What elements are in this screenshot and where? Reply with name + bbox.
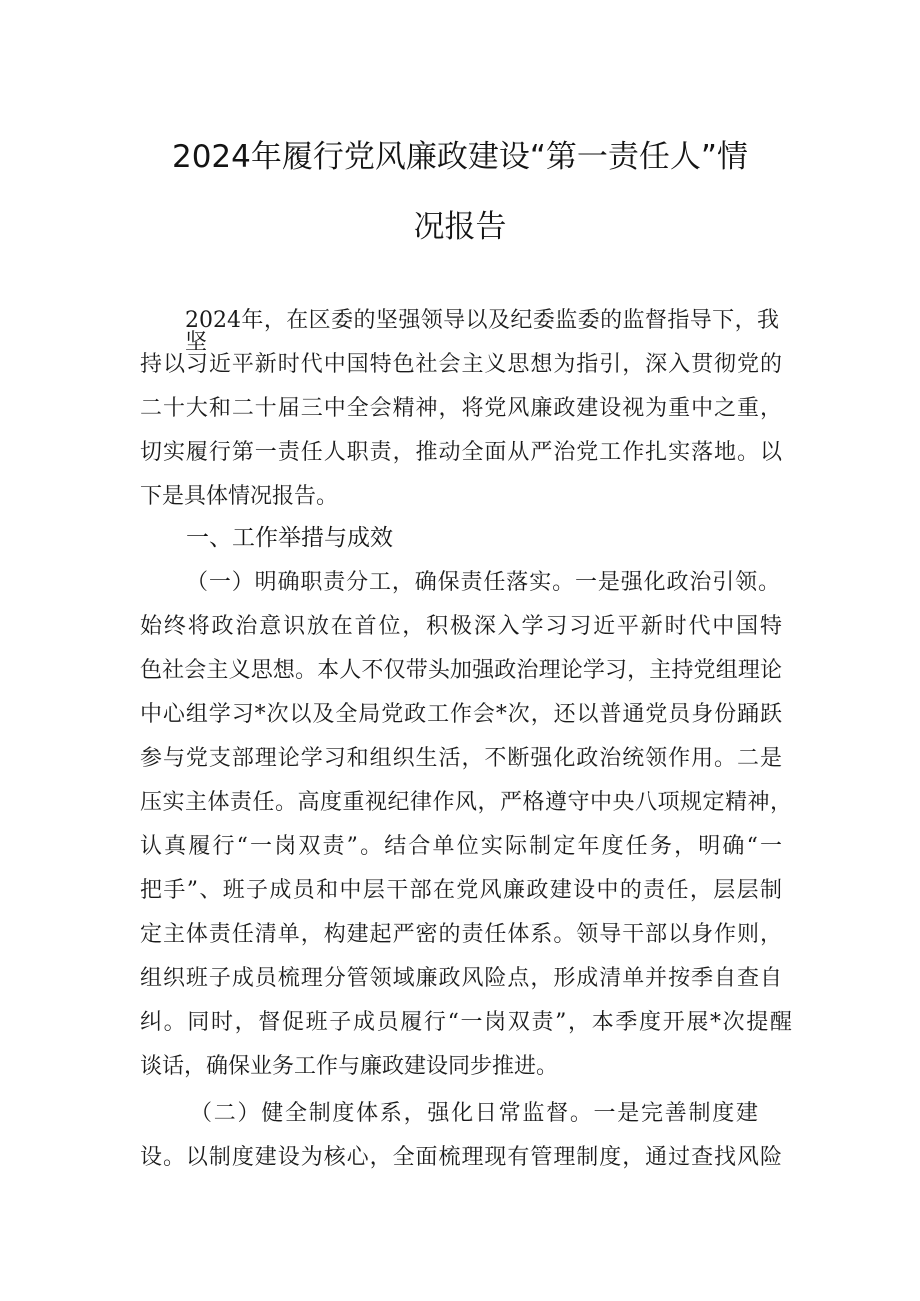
paragraph-line: 组织班子成员梳理分管领域廉政风险点，形成清单并按季自查自 [140,966,782,991]
paragraph-line: 压实主体责任。高度重视纪律作风，严格遵守中央八项规定精神， [140,790,792,815]
paragraph-line: （一）明确职责分工，确保责任落实。一是强化政治引领。 [186,570,780,595]
section-heading: 一、工作举措与成效 [186,525,393,551]
paragraph-line: 设。以制度建设为核心，全面梳理现有管理制度，通过查找风险 [140,1145,782,1170]
paragraph-line: 定主体责任清单，构建起严密的责任体系。领导干部以身作则， [140,922,782,947]
intro-line: 下是具体情况报告。 [140,484,339,509]
paragraph-line: （二）健全制度体系，强化日常监督。一是完善制度建 [190,1101,758,1126]
paragraph-line: 认真履行“一岗双责”。结合单位实际制定年度任务，明确“一 [140,834,782,859]
paragraph-line: 把手”、班子成员和中层干部在党风廉政建设中的责任，层层制 [140,878,782,903]
intro-line: 二十大和二十届三中全会精神，将党风廉政建设视为重中之重， [140,396,782,421]
paragraph-line: 中心组学习*次以及全局党政工作会*次，还以普通党员身份踊跃 [140,702,782,727]
intro-line: 2024年，在区委的坚强领导以及纪委监委的监督指导下，我坚 [185,308,779,355]
paragraph-line: 纠。同时，督促班子成员履行“一岗双责”，本季度开展*次提醒 [140,1010,792,1035]
paragraph-line: 始终将政治意识放在首位，积极深入学习习近平新时代中国特 [140,614,782,639]
document-title-line-2: 况报告 [413,209,507,245]
document-title-line-1: 2024年履行党风廉政建设“第一责任人”情 [171,139,748,175]
paragraph-line: 色社会主义思想。本人不仅带头加强政治理论学习，主持党组理论 [140,658,782,683]
intro-line: 切实履行第一责任人职责，推动全面从严治党工作扎实落地。以 [140,440,782,465]
paragraph-line: 谈话，确保业务工作与廉政建设同步推进。 [140,1054,559,1079]
intro-line: 持以习近平新时代中国特色社会主义思想为指引，深入贯彻党的 [140,352,782,377]
paragraph-line: 参与党支部理论学习和组织生活，不断强化政治统领作用。二是 [140,746,782,771]
